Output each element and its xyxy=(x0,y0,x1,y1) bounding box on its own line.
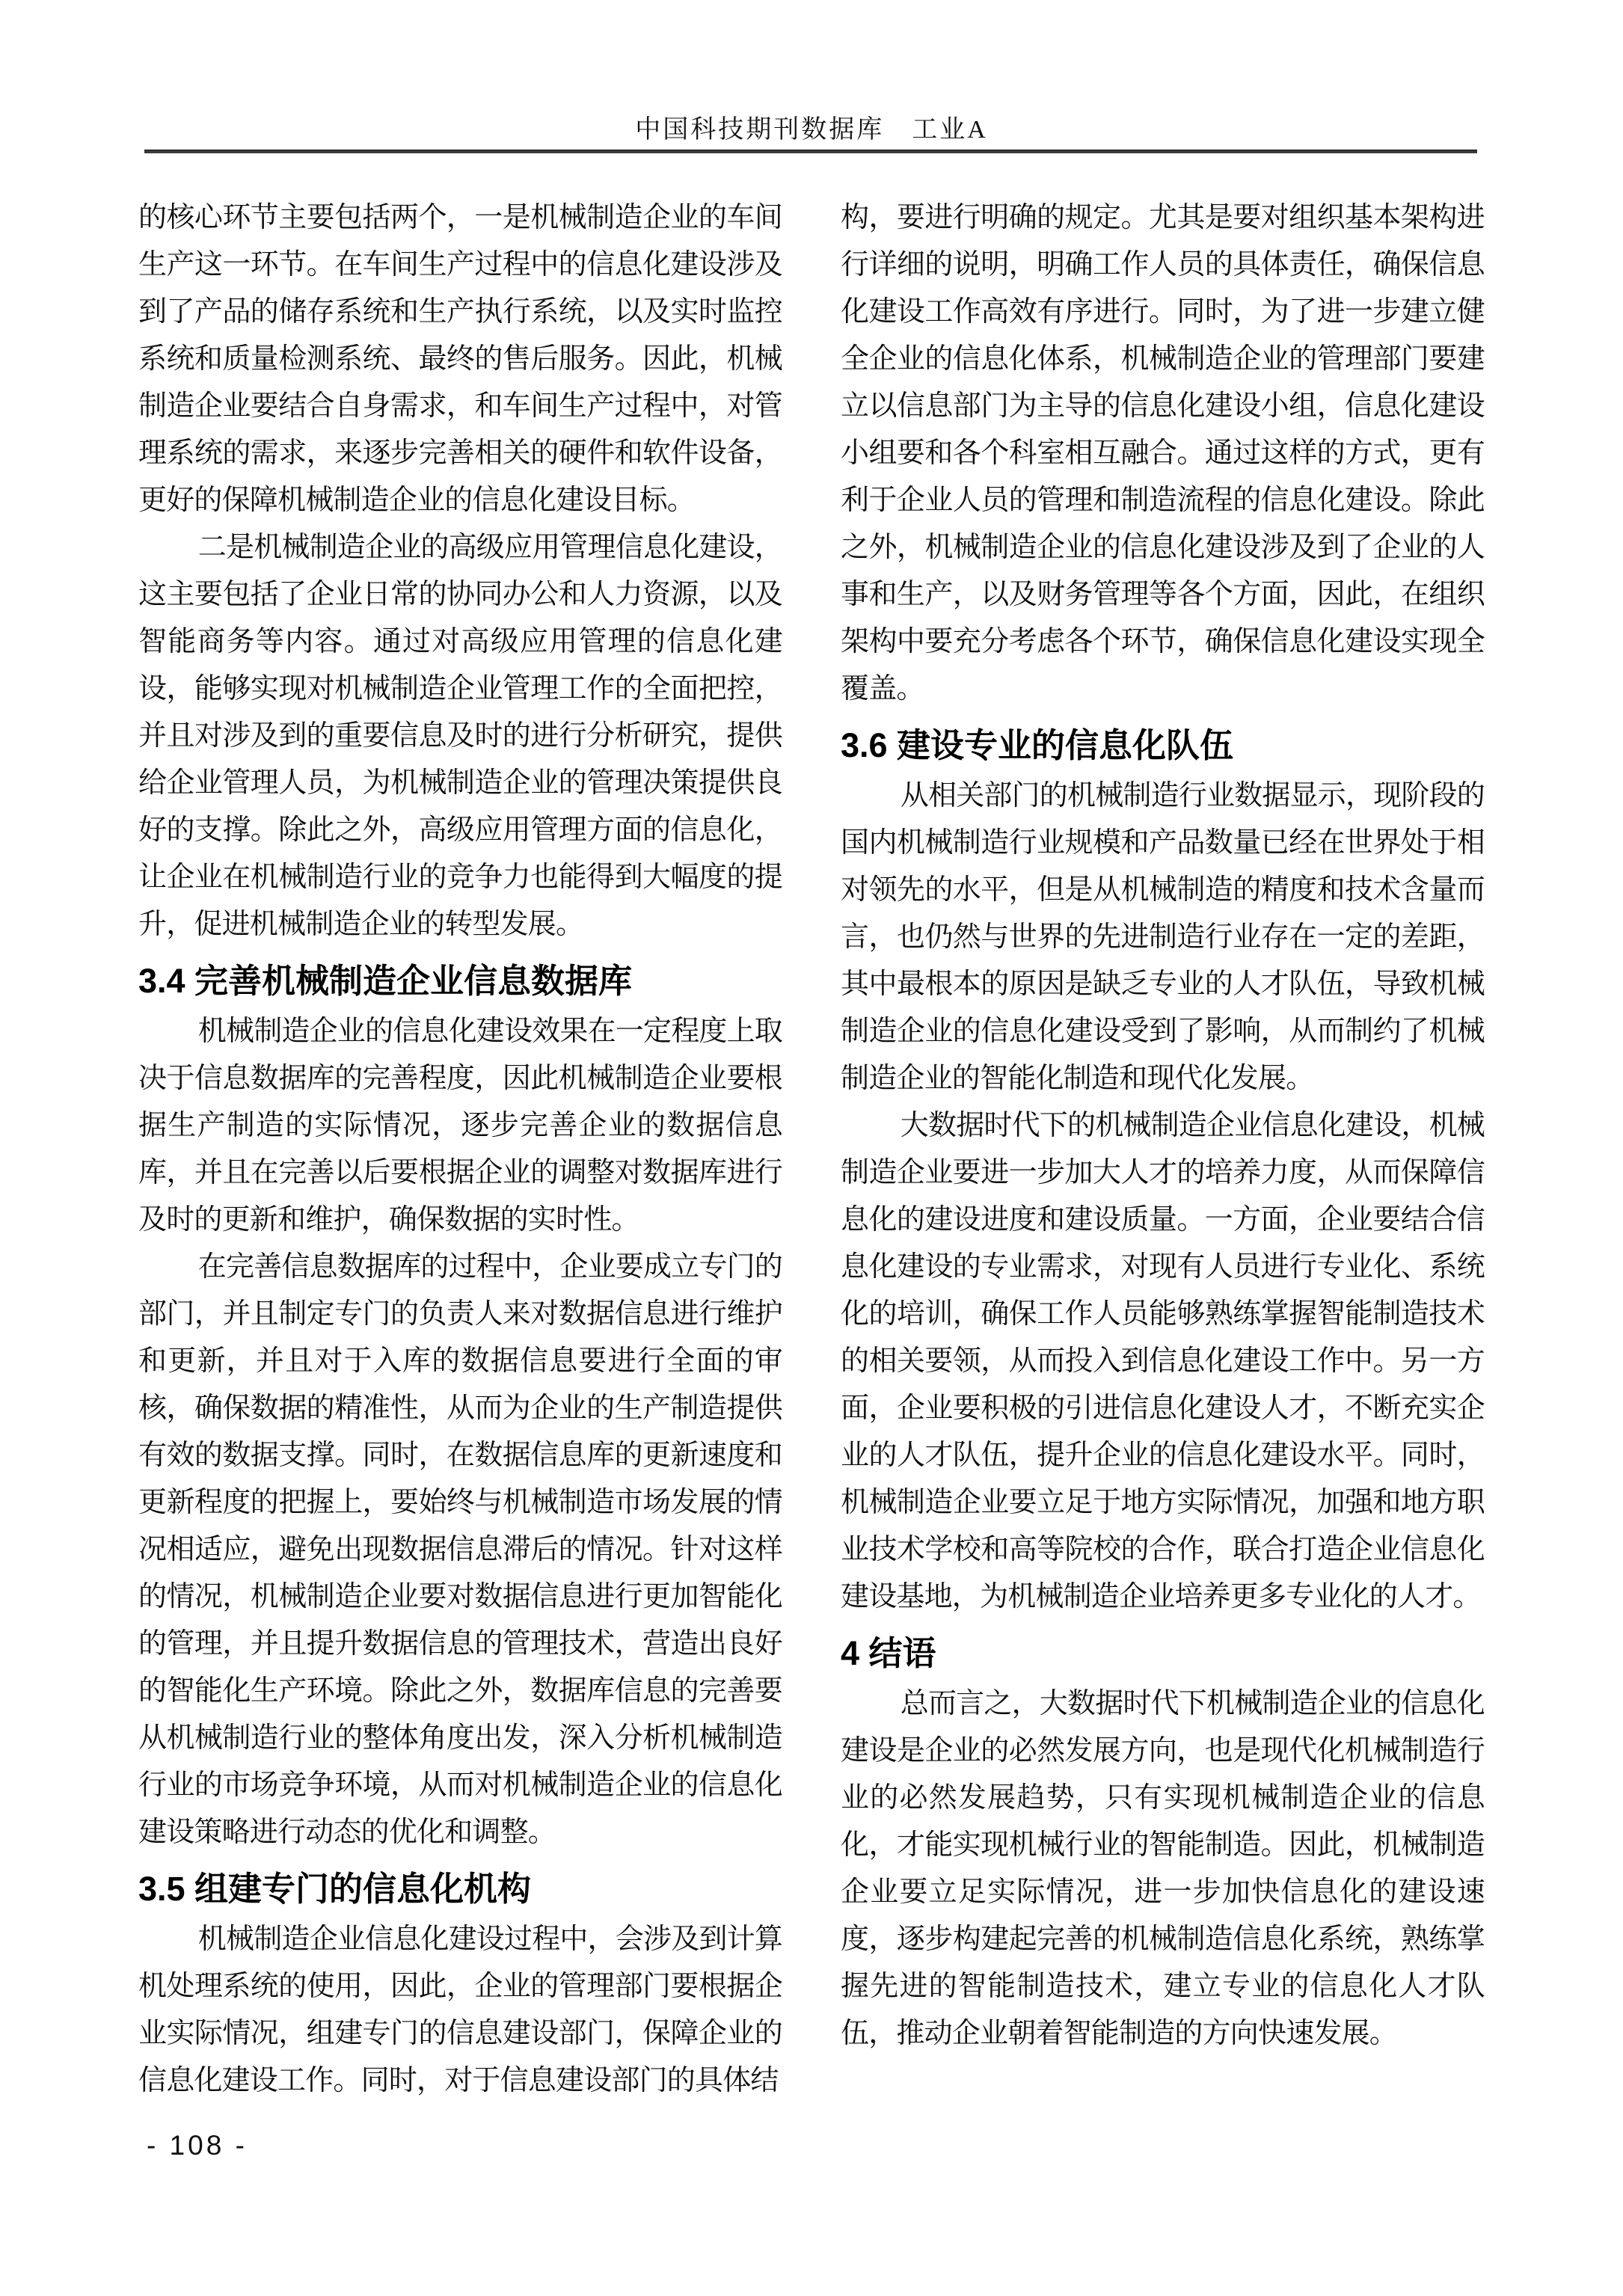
page-number: - 108 - xyxy=(147,2130,248,2161)
body-paragraph: 构，要进行明确的规定。尤其是要对组织基本架构进行详细的说明，明确工作人员的具体责任，确保信息化建设工作高效有序进行。同时，为了进一步建立健全企业的信息化体系，机械制造企业的管理部门要建立以信息部门为主导的信息化建设小组，信息化建设小组要和各个科室相互融合。通过这样的方式，更有利于企业人员的管理和制造流程的信息化建设。除此之外，机械制造企业的信息化建设涉及到了企业的人事和生产，以及财务管理等各个方面，因此，在组织架构中要充分考虑各个环节，确保信息化建设实现全覆盖。 xyxy=(841,202,1485,705)
body-paragraph: 大数据时代下的机械制造企业信息化建设，机械制造企业要进一步加大人才的培养力度，从而保障信息化的建设进度和建设质量。一方面，企业要结合信息化建设的专业需求，对现有人员进行专业化、系统化的培训，确保工作人员能够熟练掌握智能制造技术的相关要领，从而投入到信息化建设工作中。另一方面，企业要积极的引进信息化建设人才，不断充实企业的人才队伍，提升企业的信息化建设水平。同时，机械制造企业要立足于地方实际情况，加强和地方职业技术学校和高等院校的合作，联合打造企业信息化建设基地，为机械制造企业培养更多专业化的人才。 xyxy=(841,1110,1485,1612)
journal-header: 中国科技期刊数据库 工业A xyxy=(635,116,988,144)
body-paragraph: 机械制造企业信息化建设过程中，会涉及到计算机处理系统的使用，因此，企业的管理部门要根据企业实际情况，组建专门的信息建设部门，保障企业的信息化建设工作。同时，对于信息建设部门的具体结 xyxy=(138,1924,782,2096)
body-paragraph: 从相关部门的机械制造行业数据显示，现阶段的国内机械制造行业规模和产品数量已经在世界处于相对领先的水平，但是从机械制造的精度和技术含量而言，也仍然与世界的先进制造行业存在一定的差距，其中最根本的原因是缺乏专业的人才队伍，导致机械制造企业的信息化建设受到了影响，从而制约了机械制造企业的智能化制造和现代化发展。 xyxy=(841,780,1485,1094)
body-paragraph: 在完善信息数据库的过程中，企业要成立专门的部门，并且制定专门的负责人来对数据信息进行维护和更新，并且对于入库的数据信息要进行全面的审核，确保数据的精准性，从而为企业的生产制造提供有效的数据支撑。同时，在数据信息库的更新速度和更新程度的把握上，要始终与机械制造市场发展的情况相适应，避免出现数据信息滞后的情况。针对这样的情况，机械制造企业要对数据信息进行更加智能化的管理，并且提升数据信息的管理技术，营造出良好的智能化生产环境。除此之外，数据库信息的完善要从机械制造行业的整体角度出发，深入分析机械制造行业的市场竞争环境，从而对机械制造企业的信息化建设策略进行动态的优化和调整。 xyxy=(138,1251,782,1848)
body-paragraph: 机械制造企业的信息化建设效果在一定程度上取决于信息数据库的完善程度，因此机械制造企业要根据生产制造的实际情况，逐步完善企业的数据信息库，并且在完善以后要根据企业的调整对数据库进行及时的更新和维护，确保数据的实时性。 xyxy=(138,1016,782,1236)
section-heading: 3.6 建设专业的信息化队伍 xyxy=(841,726,1234,764)
section-heading: 3.4 完善机械制造企业信息数据库 xyxy=(138,962,633,1000)
body-paragraph: 二是机械制造企业的高级应用管理信息化建设，这主要包括了企业日常的协同办公和人力资源，以及智能商务等内容。通过对高级应用管理的信息化建设，能够实现对机械制造企业管理工作的全面把控，并且对涉及到的重要信息及时的进行分析研究，提供给企业管理人员，为机械制造企业的管理决策提供良好的支撑。除此之外，高级应用管理方面的信息化，让企业在机械制造行业的竞争力也能得到大幅度的提升，促进机械制造企业的转型发展。 xyxy=(138,532,782,940)
section-heading: 3.5 组建专门的信息化机构 xyxy=(138,1870,532,1908)
right-column xyxy=(841,194,1485,2057)
article-body xyxy=(138,194,1485,2105)
body-paragraph: 总而言之，大数据时代下机械制造企业的信息化建设是企业的必然发展方向，也是现代化机械制造行业的必然发展趋势，只有实现机械制造企业的信息化，才能实现机械行业的智能制造。因此，机械制造企业要立足实际情况，进一步加快信息化的建设速度，逐步构建起完善的机械制造信息化系统，熟练掌握先进的智能制造技术，建立专业的信息化人才队伍，推动企业朝着智能制造的方向快速发展。 xyxy=(841,1688,1485,2049)
left-column xyxy=(138,194,782,2105)
body-paragraph: 的核心环节主要包括两个，一是机械制造企业的车间生产这一环节。在车间生产过程中的信息化建设涉及到了产品的储存系统和生产执行系统，以及实时监控系统和质量检测系统、最终的售后服务。因此，机械制造企业要结合自身需求，和车间生产过程中，对管理系统的需求，来逐步完善相关的硬件和软件设备，更好的保障机械制造企业的信息化建设目标。 xyxy=(138,202,782,516)
section-heading: 4 结语 xyxy=(841,1634,936,1672)
header-divider-line xyxy=(144,150,1477,153)
